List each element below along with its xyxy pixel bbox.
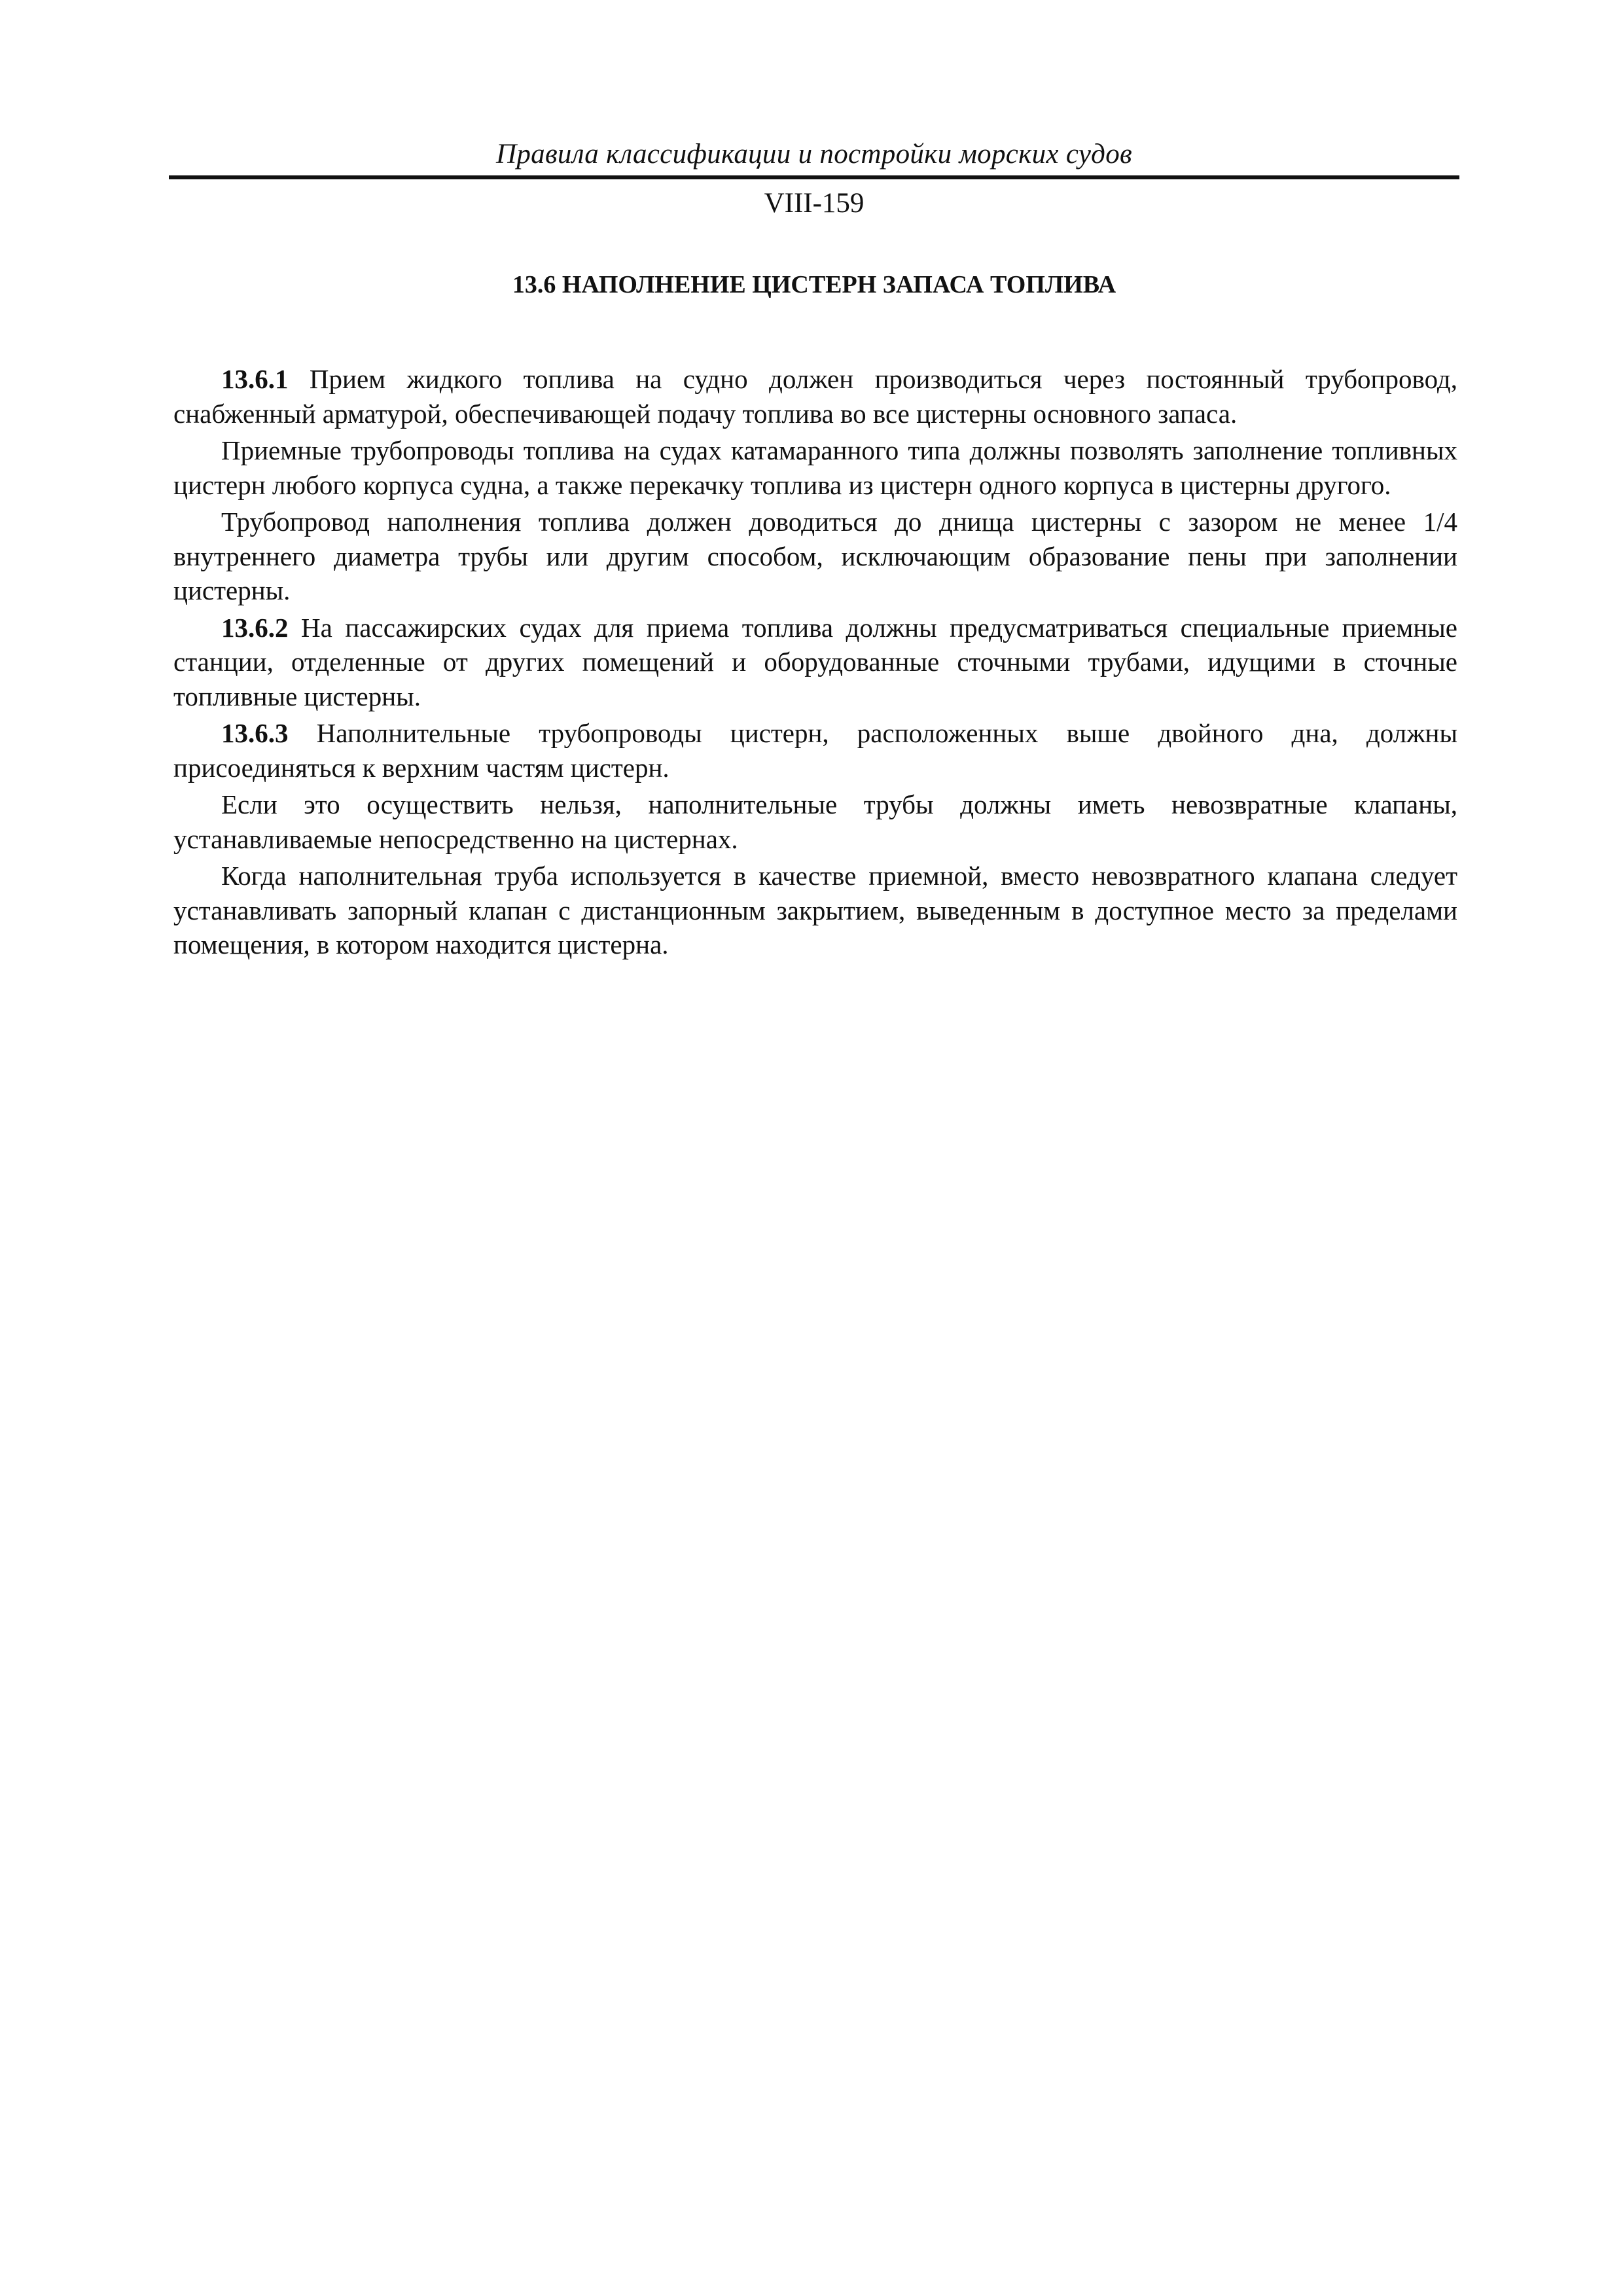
paragraph-text: Трубопровод наполнения топлива должен доводиться до днища цистерны с зазором не менее 1/4 внутреннего диаметра трубы или другим способом, исключающим образование пены при заполнении цистерны. [173,507,1457,605]
paragraph-text: Когда наполнительная труба используется в качестве приемной, вместо невозвратного клапана следует устанавливать запорный клапан с дистанционным закрытием, выведенным в доступное место за пределами помещения, в котором находится цистерна. [173,861,1457,960]
paragraph-number: 13.6.3 [221,718,289,748]
section-title: 13.6 НАПОЛНЕНИЕ ЦИСТЕРН ЗАПАСА ТОПЛИВА [512,271,1116,298]
section-body [173,362,1457,965]
paragraph-number: 13.6.1 [221,364,289,394]
paragraph-text: Приемные трубопроводы топлива на судах катамаранного типа должны позволять заполнение топливных цистерн любого корпуса судна, а также перекачку топлива из цистерн одного корпуса в цистерны другого. [173,435,1457,500]
paragraph-13-6-1 [173,362,1457,431]
paragraph-text: Если это осуществить нельзя, наполнительные трубы должны иметь невозвратные клапаны, устанавливаемые непосредственно на цистернах. [173,789,1457,854]
header-divider [169,175,1459,179]
paragraph-catamaran-filling [173,433,1457,502]
paragraph-remote-shutoff [173,859,1457,962]
paragraph-text: Наполнительные трубопроводы цистерн, расположенных выше двойного дна, должны присоединяться к верхним частям цистерн. [173,718,1458,783]
page-number: VIII-159 [764,188,865,219]
paragraph-13-6-2 [173,611,1457,714]
running-header: Правила классификации и постройки морских судов [496,139,1132,170]
paragraph-number: 13.6.2 [221,612,289,643]
paragraph-13-6-3 [173,716,1457,785]
paragraph-text: Прием жидкого топлива на судно должен производиться через постоянный трубопровод, снабженный арматурой, обеспечивающей подачу топлива во все цистерны основного запаса. [173,364,1458,429]
paragraph-fill-pipe-clearance [173,505,1457,608]
paragraph-check-valves [173,787,1457,856]
paragraph-text: На пассажирских судах для приема топлива должны предусматриваться специальные приемные станции, отделенные от других помещений и оборудованные сточными трубами, идущими в сточные топливные цистерны. [173,612,1458,711]
